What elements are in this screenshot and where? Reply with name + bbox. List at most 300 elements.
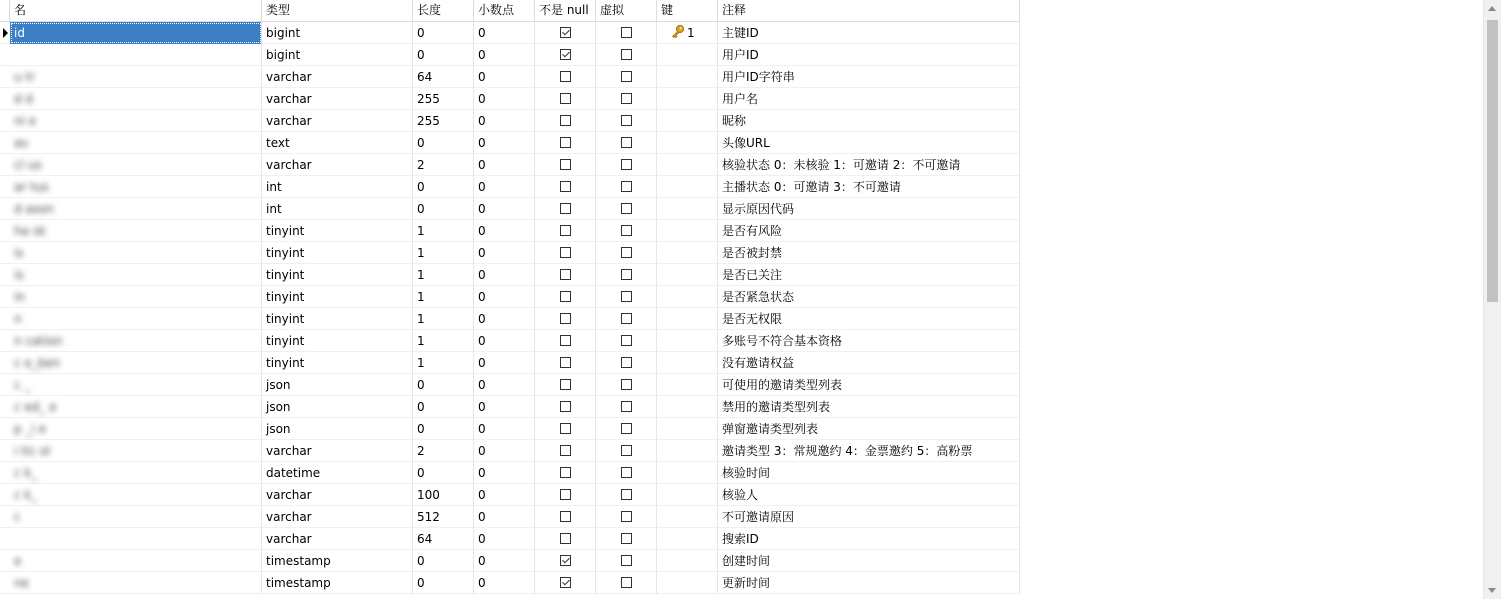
field-row[interactable] — [0, 286, 1020, 308]
key-cell[interactable] — [657, 506, 718, 528]
field-type-cell[interactable]: timestamp — [262, 572, 413, 594]
field-type-cell[interactable]: text — [262, 132, 413, 154]
not-null-checkbox[interactable] — [560, 181, 571, 192]
not-null-checkbox[interactable] — [560, 489, 571, 500]
not-null-checkbox[interactable] — [560, 137, 571, 148]
field-length-cell[interactable]: 0 — [413, 462, 474, 484]
virtual-cell — [596, 462, 657, 484]
field-type-cell[interactable]: datetime — [262, 462, 413, 484]
virtual-checkbox[interactable] — [621, 137, 632, 148]
virtual-cell — [596, 264, 657, 286]
header-decimal[interactable]: 小数点 — [474, 0, 535, 22]
field-length-cell[interactable]: 255 — [413, 110, 474, 132]
header-key[interactable]: 键 — [657, 0, 718, 22]
field-name-cell[interactable] — [10, 176, 262, 198]
not-null-checkbox[interactable] — [560, 269, 571, 280]
field-name: n — [14, 312, 22, 326]
field-name-cell[interactable] — [10, 154, 262, 176]
field-row[interactable] — [0, 44, 1020, 66]
field-row[interactable] — [0, 528, 1020, 550]
field-comment-cell[interactable]: 可使用的邀请类型列表 — [718, 374, 1020, 396]
field-decimal-cell[interactable]: 0 — [474, 66, 535, 88]
field-type-cell[interactable]: json — [262, 396, 413, 418]
virtual-checkbox[interactable] — [621, 445, 632, 456]
not-null-checkbox[interactable] — [560, 357, 571, 368]
field-name: id — [14, 26, 25, 40]
field-type-cell[interactable]: tinyint — [262, 330, 413, 352]
field-type-cell[interactable]: varchar — [262, 110, 413, 132]
not-null-checkbox[interactable] — [560, 203, 571, 214]
field-length-cell[interactable]: 64 — [413, 66, 474, 88]
not-null-cell — [535, 396, 596, 418]
field-type-cell[interactable]: timestamp — [262, 550, 413, 572]
field-name-cell[interactable] — [10, 22, 262, 44]
field-length-cell[interactable]: 255 — [413, 88, 474, 110]
not-null-checkbox[interactable] — [560, 379, 571, 390]
field-name-cell[interactable] — [10, 352, 262, 374]
field-decimal-cell[interactable]: 0 — [474, 176, 535, 198]
row-indicator[interactable] — [0, 396, 10, 418]
key-cell[interactable] — [657, 352, 718, 374]
field-name-cell[interactable] — [10, 572, 262, 594]
row-indicator[interactable] — [0, 286, 10, 308]
key-cell[interactable] — [657, 550, 718, 572]
not-null-checkbox[interactable] — [560, 445, 571, 456]
field-name-cell[interactable] — [10, 440, 262, 462]
field-decimal-cell[interactable]: 0 — [474, 22, 535, 44]
field-comment-cell[interactable]: 是否已关注 — [718, 264, 1020, 286]
field-name-cell[interactable] — [10, 132, 262, 154]
header-not-null[interactable]: 不是 null — [535, 0, 596, 22]
field-row[interactable] — [0, 22, 1020, 44]
not-null-checkbox[interactable] — [560, 291, 571, 302]
row-indicator[interactable] — [0, 44, 10, 66]
field-name-cell[interactable] — [10, 484, 262, 506]
field-comment-cell[interactable]: 是否被封禁 — [718, 242, 1020, 264]
virtual-cell — [596, 132, 657, 154]
key-cell[interactable] — [657, 132, 718, 154]
field-length-cell[interactable]: 0 — [413, 550, 474, 572]
row-indicator[interactable] — [0, 528, 10, 550]
field-type-cell[interactable]: varchar — [262, 154, 413, 176]
not-null-cell — [535, 550, 596, 572]
row-indicator[interactable] — [0, 572, 10, 594]
row-indicator[interactable] — [0, 22, 10, 44]
virtual-checkbox[interactable] — [621, 467, 632, 478]
field-comment-cell[interactable]: 主键ID — [718, 22, 1020, 44]
field-name-cell[interactable] — [10, 88, 262, 110]
virtual-checkbox[interactable] — [621, 71, 632, 82]
field-comment-cell[interactable]: 核验人 — [718, 484, 1020, 506]
field-name: d d — [14, 92, 34, 106]
field-row[interactable] — [0, 330, 1020, 352]
row-indicator[interactable] — [0, 550, 10, 572]
virtual-checkbox[interactable] — [621, 555, 632, 566]
not-null-checkbox[interactable] — [560, 555, 571, 566]
key-cell[interactable] — [657, 330, 718, 352]
field-row[interactable] — [0, 308, 1020, 330]
not-null-checkbox[interactable] — [560, 401, 571, 412]
field-row[interactable] — [0, 66, 1020, 88]
field-decimal-cell[interactable]: 0 — [474, 286, 535, 308]
field-comment-cell[interactable]: 昵称 — [718, 110, 1020, 132]
virtual-cell — [596, 176, 657, 198]
field-name-cell[interactable] — [10, 308, 262, 330]
not-null-checkbox[interactable] — [560, 71, 571, 82]
not-null-checkbox[interactable] — [560, 511, 571, 522]
virtual-checkbox[interactable] — [621, 269, 632, 280]
not-null-checkbox[interactable] — [560, 115, 571, 126]
field-name-cell[interactable] — [10, 286, 262, 308]
field-decimal-cell[interactable]: 0 — [474, 418, 535, 440]
field-comment-cell[interactable]: 是否有风险 — [718, 220, 1020, 242]
not-null-checkbox[interactable] — [560, 423, 571, 434]
scroll-thumb[interactable] — [1487, 20, 1498, 302]
not-null-checkbox[interactable] — [560, 49, 571, 60]
field-row[interactable] — [0, 264, 1020, 286]
field-length-cell[interactable]: 0 — [413, 176, 474, 198]
field-comment-cell[interactable]: 创建时间 — [718, 550, 1020, 572]
field-type-cell[interactable]: varchar — [262, 440, 413, 462]
virtual-checkbox[interactable] — [621, 511, 632, 522]
row-indicator[interactable] — [0, 506, 10, 528]
field-decimal-cell[interactable]: 0 — [474, 88, 535, 110]
field-name-cell[interactable] — [10, 462, 262, 484]
key-cell[interactable] — [657, 528, 718, 550]
field-name: n cation — [14, 334, 63, 348]
field-comment-cell[interactable]: 用户ID — [718, 44, 1020, 66]
field-row[interactable] — [0, 176, 1020, 198]
row-indicator[interactable] — [0, 374, 10, 396]
field-name-cell[interactable] — [10, 418, 262, 440]
field-name: is — [14, 268, 24, 282]
field-type-cell[interactable]: varchar — [262, 88, 413, 110]
field-name-cell[interactable] — [10, 396, 262, 418]
field-rows — [0, 22, 1020, 594]
key-cell[interactable] — [657, 286, 718, 308]
field-decimal-cell[interactable]: 0 — [474, 198, 535, 220]
field-name-cell[interactable] — [10, 330, 262, 352]
key-cell[interactable] — [657, 264, 718, 286]
field-decimal-cell[interactable]: 0 — [474, 44, 535, 66]
field-type-cell[interactable]: varchar — [262, 506, 413, 528]
field-comment-cell[interactable]: 不可邀请原因 — [718, 506, 1020, 528]
field-decimal-cell[interactable]: 0 — [474, 110, 535, 132]
field-name: ha sk — [14, 224, 46, 238]
row-indicator[interactable] — [0, 440, 10, 462]
field-type-cell[interactable]: bigint — [262, 44, 413, 66]
field-comment-cell[interactable]: 用户名 — [718, 88, 1020, 110]
key-cell[interactable] — [657, 22, 718, 44]
field-comment-cell[interactable]: 用户ID字符串 — [718, 66, 1020, 88]
field-row[interactable] — [0, 396, 1020, 418]
not-null-checkbox[interactable] — [560, 225, 571, 236]
header-virtual[interactable]: 虚拟 — [596, 0, 657, 22]
row-indicator[interactable] — [0, 220, 10, 242]
field-row[interactable] — [0, 242, 1020, 264]
header-length[interactable]: 长度 — [413, 0, 474, 22]
virtual-checkbox[interactable] — [621, 379, 632, 390]
key-cell[interactable] — [657, 374, 718, 396]
field-row[interactable] — [0, 88, 1020, 110]
field-decimal-cell[interactable]: 0 — [474, 154, 535, 176]
field-decimal-cell[interactable]: 0 — [474, 506, 535, 528]
field-type-cell[interactable]: tinyint — [262, 286, 413, 308]
field-name-cell[interactable] — [10, 264, 262, 286]
field-type-cell[interactable]: json — [262, 418, 413, 440]
scroll-up-arrow-icon[interactable] — [1488, 6, 1496, 11]
not-null-cell — [535, 198, 596, 220]
row-indicator[interactable] — [0, 154, 10, 176]
not-null-checkbox[interactable] — [560, 577, 571, 588]
field-length-cell[interactable]: 2 — [413, 440, 474, 462]
key-cell[interactable] — [657, 484, 718, 506]
field-row[interactable] — [0, 550, 1020, 572]
row-indicator[interactable] — [0, 330, 10, 352]
row-indicator[interactable] — [0, 462, 10, 484]
header-comment[interactable]: 注释 — [718, 0, 1020, 22]
virtual-checkbox[interactable] — [621, 533, 632, 544]
field-type-cell[interactable]: tinyint — [262, 242, 413, 264]
field-name: i tic ol — [14, 444, 51, 458]
field-length-cell[interactable]: 1 — [413, 330, 474, 352]
field-row[interactable] — [0, 484, 1020, 506]
field-name-cell[interactable] — [10, 506, 262, 528]
virtual-checkbox[interactable] — [621, 291, 632, 302]
key-cell[interactable] — [657, 198, 718, 220]
row-indicator[interactable] — [0, 242, 10, 264]
virtual-checkbox[interactable] — [621, 489, 632, 500]
field-decimal-cell[interactable]: 0 — [474, 374, 535, 396]
field-name-cell[interactable] — [10, 220, 262, 242]
field-row[interactable] — [0, 110, 1020, 132]
field-length-cell[interactable]: 1 — [413, 308, 474, 330]
vertical-scrollbar[interactable] — [1483, 0, 1501, 599]
key-cell[interactable] — [657, 418, 718, 440]
virtual-checkbox[interactable] — [621, 27, 632, 38]
row-indicator[interactable] — [0, 418, 10, 440]
field-decimal-cell[interactable]: 0 — [474, 220, 535, 242]
field-length-cell[interactable]: 0 — [413, 374, 474, 396]
field-type-cell[interactable]: int — [262, 198, 413, 220]
field-row[interactable] — [0, 352, 1020, 374]
field-type-cell[interactable]: int — [262, 176, 413, 198]
field-comment-cell[interactable]: 核验状态 0：未核验 1：可邀请 2：不可邀请 — [718, 154, 1020, 176]
row-indicator[interactable] — [0, 198, 10, 220]
field-length-cell[interactable]: 64 — [413, 528, 474, 550]
virtual-checkbox[interactable] — [621, 225, 632, 236]
row-indicator[interactable] — [0, 264, 10, 286]
key-cell[interactable] — [657, 44, 718, 66]
virtual-checkbox[interactable] — [621, 93, 632, 104]
virtual-cell — [596, 528, 657, 550]
not-null-checkbox[interactable] — [560, 159, 571, 170]
field-type-cell[interactable]: varchar — [262, 66, 413, 88]
field-comment-cell[interactable]: 弹窗邀请类型列表 — [718, 418, 1020, 440]
key-cell[interactable] — [657, 220, 718, 242]
field-decimal-cell[interactable]: 0 — [474, 242, 535, 264]
field-length-cell[interactable]: 1 — [413, 264, 474, 286]
field-type-cell[interactable]: bigint — [262, 22, 413, 44]
field-decimal-cell[interactable]: 0 — [474, 330, 535, 352]
field-row[interactable] — [0, 220, 1020, 242]
field-type-cell[interactable]: tinyint — [262, 352, 413, 374]
field-length-cell[interactable]: 0 — [413, 396, 474, 418]
field-name: c k_ — [14, 488, 38, 502]
field-decimal-cell[interactable]: 0 — [474, 352, 535, 374]
key-cell[interactable] — [657, 462, 718, 484]
scroll-down-arrow-icon[interactable] — [1488, 588, 1496, 593]
row-indicator[interactable] — [0, 352, 10, 374]
field-comment-cell[interactable]: 是否无权限 — [718, 308, 1020, 330]
key-cell[interactable] — [657, 242, 718, 264]
field-row[interactable] — [0, 572, 1020, 594]
field-row[interactable] — [0, 374, 1020, 396]
field-type-cell[interactable]: tinyint — [262, 264, 413, 286]
field-type-cell[interactable]: tinyint — [262, 220, 413, 242]
field-name-cell[interactable] — [10, 528, 262, 550]
key-cell[interactable] — [657, 572, 718, 594]
header-type[interactable]: 类型 — [262, 0, 413, 22]
field-length-cell[interactable]: 1 — [413, 220, 474, 242]
field-name-cell[interactable] — [10, 198, 262, 220]
row-indicator[interactable] — [0, 66, 10, 88]
field-length-cell[interactable]: 512 — [413, 506, 474, 528]
row-indicator[interactable] — [0, 176, 10, 198]
field-name: p _i e — [14, 422, 46, 436]
field-comment-cell[interactable]: 主播状态 0：可邀请 3：不可邀请 — [718, 176, 1020, 198]
field-decimal-cell[interactable]: 0 — [474, 572, 535, 594]
field-row[interactable] — [0, 418, 1020, 440]
virtual-cell — [596, 396, 657, 418]
row-indicator[interactable] — [0, 88, 10, 110]
field-decimal-cell[interactable]: 0 — [474, 462, 535, 484]
field-name-cell[interactable] — [10, 66, 262, 88]
field-length-cell[interactable]: 0 — [413, 198, 474, 220]
virtual-checkbox[interactable] — [621, 357, 632, 368]
field-type-cell[interactable]: json — [262, 374, 413, 396]
key-cell[interactable] — [657, 308, 718, 330]
not-null-cell — [535, 308, 596, 330]
not-null-checkbox[interactable] — [560, 27, 571, 38]
field-decimal-cell[interactable]: 0 — [474, 132, 535, 154]
field-decimal-cell[interactable]: 0 — [474, 440, 535, 462]
field-decimal-cell[interactable]: 0 — [474, 484, 535, 506]
field-name-cell[interactable] — [10, 44, 262, 66]
virtual-checkbox[interactable] — [621, 247, 632, 258]
field-comment-cell[interactable]: 搜索ID — [718, 528, 1020, 550]
key-cell[interactable] — [657, 440, 718, 462]
field-decimal-cell[interactable]: 0 — [474, 264, 535, 286]
key-cell[interactable] — [657, 154, 718, 176]
key-cell[interactable] — [657, 176, 718, 198]
field-length-cell[interactable]: 1 — [413, 242, 474, 264]
not-null-cell — [535, 330, 596, 352]
row-indicator[interactable] — [0, 308, 10, 330]
field-decimal-cell[interactable]: 0 — [474, 550, 535, 572]
virtual-checkbox[interactable] — [621, 203, 632, 214]
not-null-checkbox[interactable] — [560, 533, 571, 544]
row-indicator[interactable] — [0, 110, 10, 132]
field-row[interactable] — [0, 132, 1020, 154]
not-null-cell — [535, 572, 596, 594]
virtual-cell — [596, 374, 657, 396]
field-comment-cell[interactable]: 邀请类型 3：常规邀约 4：金票邀约 5：高粉票 — [718, 440, 1020, 462]
field-length-cell[interactable]: 1 — [413, 286, 474, 308]
virtual-checkbox[interactable] — [621, 181, 632, 192]
not-null-checkbox[interactable] — [560, 313, 571, 324]
field-length-cell[interactable]: 0 — [413, 44, 474, 66]
virtual-checkbox[interactable] — [621, 159, 632, 170]
not-null-cell — [535, 132, 596, 154]
field-name-cell[interactable] — [10, 374, 262, 396]
row-indicator[interactable] — [0, 484, 10, 506]
field-decimal-cell[interactable]: 0 — [474, 308, 535, 330]
field-type-cell[interactable]: tinyint — [262, 308, 413, 330]
key-cell[interactable] — [657, 396, 718, 418]
field-name: cl us — [14, 158, 42, 172]
not-null-checkbox[interactable] — [560, 335, 571, 346]
virtual-checkbox[interactable] — [621, 423, 632, 434]
field-comment-cell[interactable]: 是否紧急状态 — [718, 286, 1020, 308]
virtual-checkbox[interactable] — [621, 313, 632, 324]
field-comment-cell[interactable]: 多账号不符合基本资格 — [718, 330, 1020, 352]
field-length-cell[interactable]: 2 — [413, 154, 474, 176]
field-comment-cell[interactable]: 核验时间 — [718, 462, 1020, 484]
not-null-checkbox[interactable] — [560, 467, 571, 478]
not-null-checkbox[interactable] — [560, 93, 571, 104]
field-length-cell[interactable]: 0 — [413, 132, 474, 154]
key-cell[interactable] — [657, 110, 718, 132]
field-comment-cell[interactable]: 头像URL — [718, 132, 1020, 154]
virtual-checkbox[interactable] — [621, 335, 632, 346]
key-cell[interactable] — [657, 88, 718, 110]
not-null-checkbox[interactable] — [560, 247, 571, 258]
field-length-cell[interactable]: 0 — [413, 418, 474, 440]
field-length-cell[interactable]: 1 — [413, 352, 474, 374]
virtual-checkbox[interactable] — [621, 49, 632, 60]
field-decimal-cell[interactable]: 0 — [474, 528, 535, 550]
field-row[interactable] — [0, 462, 1020, 484]
field-name-cell[interactable] — [10, 110, 262, 132]
field-type-cell[interactable]: varchar — [262, 484, 413, 506]
header-name[interactable]: 名 — [10, 0, 262, 22]
virtual-checkbox[interactable] — [621, 577, 632, 588]
field-length-cell[interactable]: 0 — [413, 22, 474, 44]
virtual-cell — [596, 66, 657, 88]
field-length-cell[interactable]: 0 — [413, 572, 474, 594]
field-row[interactable] — [0, 440, 1020, 462]
field-name-cell[interactable] — [10, 550, 262, 572]
field-comment-cell[interactable]: 更新时间 — [718, 572, 1020, 594]
field-comment-cell[interactable]: 显示原因代码 — [718, 198, 1020, 220]
field-name-cell[interactable] — [10, 242, 262, 264]
virtual-checkbox[interactable] — [621, 115, 632, 126]
field-row[interactable] — [0, 154, 1020, 176]
row-indicator[interactable] — [0, 132, 10, 154]
field-row[interactable] — [0, 198, 1020, 220]
field-comment-cell[interactable]: 禁用的邀请类型列表 — [718, 396, 1020, 418]
key-cell[interactable] — [657, 66, 718, 88]
field-comment-cell[interactable]: 没有邀请权益 — [718, 352, 1020, 374]
field-type-cell[interactable]: varchar — [262, 528, 413, 550]
field-row[interactable] — [0, 506, 1020, 528]
field-length-cell[interactable]: 100 — [413, 484, 474, 506]
virtual-cell — [596, 550, 657, 572]
virtual-cell — [596, 242, 657, 264]
virtual-checkbox[interactable] — [621, 401, 632, 412]
field-decimal-cell[interactable]: 0 — [474, 396, 535, 418]
